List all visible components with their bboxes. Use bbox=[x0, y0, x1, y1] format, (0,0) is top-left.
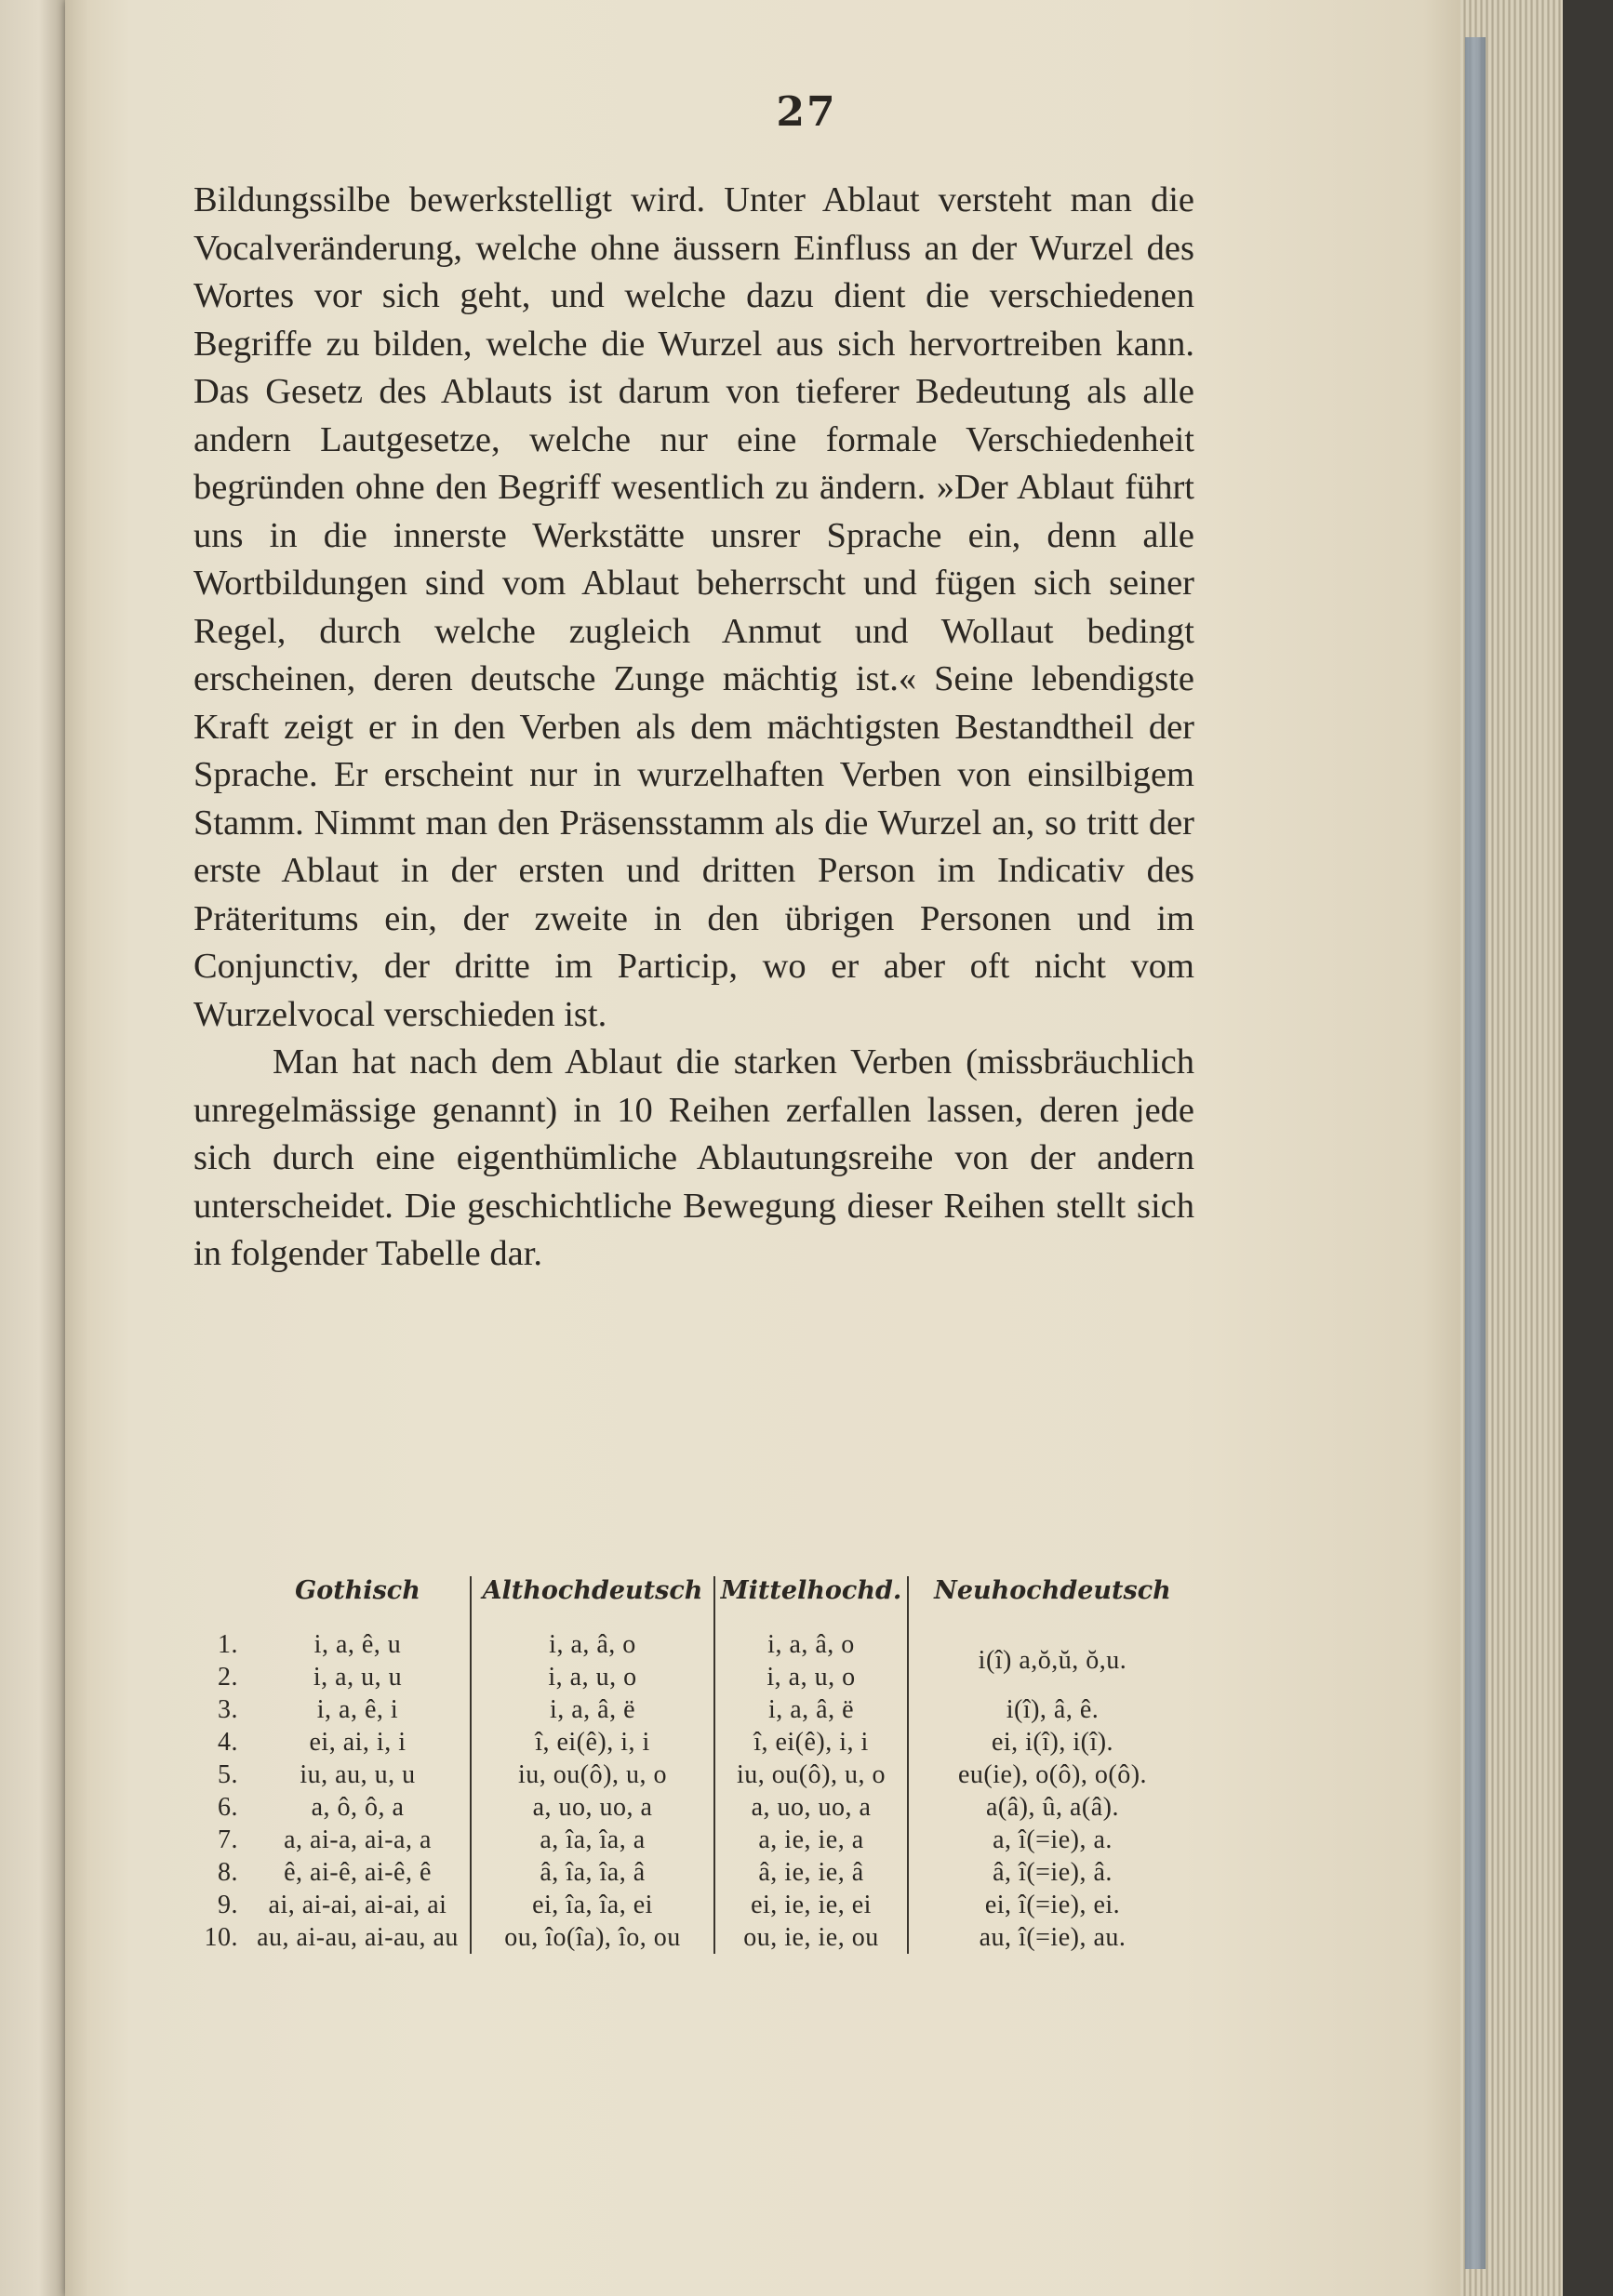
cell-middle-high-german: i, a, â, o bbox=[714, 1628, 908, 1661]
body-text bbox=[193, 177, 1194, 1279]
background bbox=[1563, 0, 1613, 2296]
paragraph: Man hat nach dem Ablaut die starken Verben (missbräuchlich unregelmässige genannt) in 10 Reihen zerfallen lassen, deren jede sich durch eine eigenthümliche Ablautungsreihe von der andern unterscheidet. Die geschichtliche Bewegung dieser Reihen stellt sich in folgender Tabelle dar. bbox=[193, 1042, 1194, 1273]
cell-new-high-german: au, î(=ie), au. bbox=[908, 1921, 1196, 1954]
book-cover-edge bbox=[1465, 37, 1486, 2269]
cell-gothic: i, a, ê, u bbox=[313, 1629, 402, 1659]
cell-old-high-german: i, a, u, o bbox=[471, 1661, 714, 1693]
table-row bbox=[188, 1921, 1196, 1954]
cell-middle-high-german: î, ei(ê), i, i bbox=[714, 1726, 908, 1758]
cell-gothic: a, ai-a, ai-a, a bbox=[284, 1825, 432, 1854]
column-header-gothic: Gothisch bbox=[295, 1576, 420, 1605]
cell-gothic: ai, ai-ai, ai-ai, ai bbox=[268, 1890, 447, 1919]
row-number: 10. bbox=[204, 1922, 238, 1952]
cell-middle-high-german: iu, ou(ô), u, o bbox=[714, 1758, 908, 1791]
cell-new-high-german: a, î(=ie), a. bbox=[908, 1824, 1196, 1856]
table-row bbox=[188, 1889, 1196, 1921]
previous-page-edge bbox=[0, 0, 65, 2296]
column-header-number bbox=[188, 1576, 246, 1628]
cell-old-high-german: ou, îo(îa), îo, ou bbox=[471, 1921, 714, 1954]
row-number: 1. bbox=[218, 1629, 238, 1659]
cell-new-high-german: ei, i(î), i(î). bbox=[908, 1726, 1196, 1758]
cell-gothic: a, ô, ô, a bbox=[311, 1792, 405, 1822]
row-number: 8. bbox=[218, 1857, 238, 1887]
table-row bbox=[188, 1824, 1196, 1856]
cell-gothic: ei, ai, i, i bbox=[309, 1727, 407, 1757]
row-number: 6. bbox=[218, 1792, 238, 1822]
cell-new-high-german: i(î) a,ŏ,ŭ, ŏ,u. bbox=[908, 1628, 1196, 1693]
table-row bbox=[188, 1628, 1196, 1661]
cell-old-high-german: iu, ou(ô), u, o bbox=[471, 1758, 714, 1791]
row-number: 4. bbox=[218, 1727, 238, 1757]
cell-gothic: i, a, u, u bbox=[313, 1662, 403, 1692]
cell-new-high-german: a(â), û, a(â). bbox=[908, 1791, 1196, 1824]
cell-middle-high-german: i, a, â, ë bbox=[714, 1693, 908, 1726]
cell-middle-high-german: ou, ie, ie, ou bbox=[714, 1921, 908, 1954]
table-header-row bbox=[188, 1576, 1196, 1628]
table-row bbox=[188, 1791, 1196, 1824]
page-number: 27 bbox=[776, 88, 837, 136]
cell-new-high-german: ei, î(=ie), ei. bbox=[908, 1889, 1196, 1921]
cell-middle-high-german: ei, ie, ie, ei bbox=[714, 1889, 908, 1921]
table-row bbox=[188, 1758, 1196, 1791]
row-number: 9. bbox=[218, 1890, 238, 1919]
ablaut-table bbox=[188, 1576, 1196, 1954]
column-header-old-high-german: Althochdeutsch bbox=[471, 1576, 714, 1628]
cell-old-high-german: i, a, â, o bbox=[471, 1628, 714, 1661]
cell-middle-high-german: â, ie, ie, â bbox=[714, 1856, 908, 1889]
paragraph: Bildungssilbe bewerkstelligt wird. Unter Ablaut versteht man die Vocalveränderung, welche ohne äussern Einfluss an der Wurzel des Wortes vor sich geht, und welche dazu dient die verschiedenen Begriffe zu bilden, welche die Wurzel aus sich hervortreiben kann. Das Gesetz des Ablauts ist darum von tieferer Bedeutung als alle andern Lautgesetze, welche nur eine formale Verschiedenheit begründen ohne den Begriff wesentlich zu ändern. »Der Ablaut führt uns in die innerste Werkstätte unsrer Sprache ein, denn alle Wortbildungen sind vom Ablaut beherrscht und fügen sich seiner Regel, durch welche zugleich Anmut und Wollaut bedingt erscheinen, deren deutsche Zunge mächtig ist.« Seine lebendigste Kraft zeigt er in den Verben als dem mächtigsten Bestandtheil der Sprache. Er erscheint nur in wurzelhaften Verben von einsilbigem Stamm. Nimmt man den Präsensstamm als die Wurzel an, so tritt der erste Ablaut in der ersten und dritten Person im Indicativ des Präteritums ein, der zweite in den übrigen Personen und im Conjunctiv, der dritte im Particip, wo er aber oft nicht vom Wurzelvocal verschieden ist. bbox=[193, 180, 1194, 1034]
cell-new-high-german: â, î(=ie), â. bbox=[908, 1856, 1196, 1889]
table-row bbox=[188, 1726, 1196, 1758]
column-header-new-high-german: Neuhochdeutsch bbox=[908, 1576, 1196, 1628]
cell-old-high-german: a, îa, îa, a bbox=[471, 1824, 714, 1856]
column-header-middle-high-german: Mittelhochd. bbox=[714, 1576, 908, 1628]
cell-old-high-german: î, ei(ê), i, i bbox=[471, 1726, 714, 1758]
cell-gothic: ê, ai-ê, ai-ê, ê bbox=[284, 1857, 432, 1887]
cell-old-high-german: a, uo, uo, a bbox=[471, 1791, 714, 1824]
row-number: 5. bbox=[218, 1759, 238, 1789]
cell-gothic: i, a, ê, i bbox=[316, 1694, 399, 1724]
cell-old-high-german: â, îa, îa, â bbox=[471, 1856, 714, 1889]
cell-old-high-german: i, a, â, ë bbox=[471, 1693, 714, 1726]
cell-middle-high-german: a, uo, uo, a bbox=[714, 1791, 908, 1824]
cell-new-high-german: eu(ie), o(ô), o(ô). bbox=[908, 1758, 1196, 1791]
cell-middle-high-german: a, ie, ie, a bbox=[714, 1824, 908, 1856]
cell-gothic: au, ai-au, ai-au, au bbox=[257, 1922, 459, 1952]
cell-new-high-german: i(î), â, ê. bbox=[908, 1693, 1196, 1726]
table-row bbox=[188, 1693, 1196, 1726]
cell-middle-high-german: i, a, u, o bbox=[714, 1661, 908, 1693]
row-number: 3. bbox=[218, 1694, 238, 1724]
row-number: 7. bbox=[218, 1825, 238, 1854]
cell-old-high-german: ei, îa, îa, ei bbox=[471, 1889, 714, 1921]
table-row bbox=[188, 1856, 1196, 1889]
row-number: 2. bbox=[218, 1662, 238, 1692]
cell-gothic: iu, au, u, u bbox=[300, 1759, 416, 1789]
